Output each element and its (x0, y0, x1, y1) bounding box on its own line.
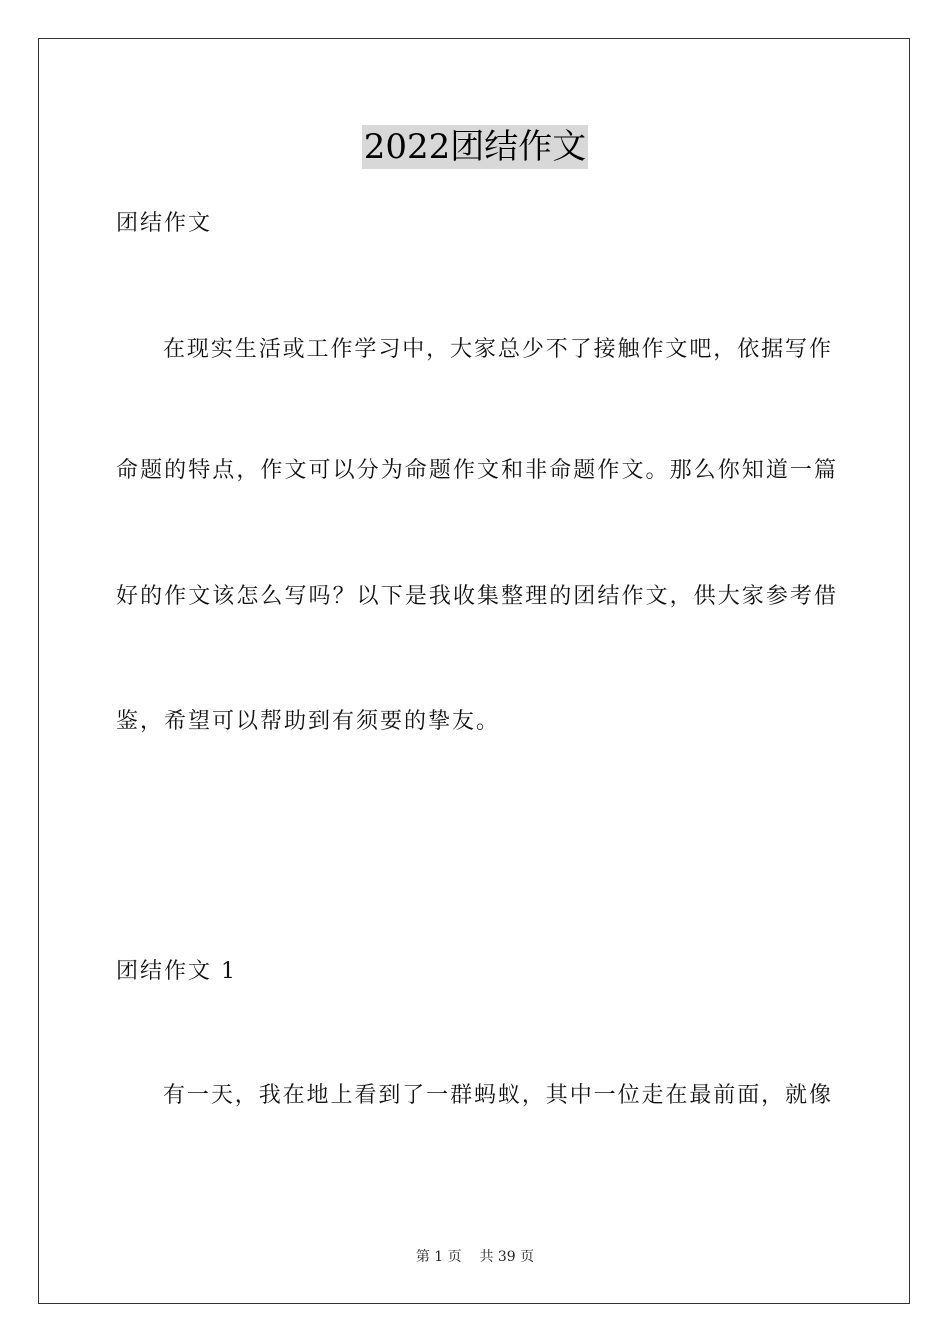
title-wrap (0, 125, 950, 169)
paragraph-line: 好的作文该怎么写吗？以下是我收集整理的团结作文，供大家参考借 (116, 584, 836, 609)
section-heading-essay-1: 团结作文 1 (116, 959, 237, 984)
section-heading-intro: 团结作文 (116, 211, 213, 236)
paragraph-line: 鉴，希望可以帮助到有须要的挚友。 (116, 709, 501, 734)
paragraph-line: 命题的特点，作文可以分为命题作文和非命题作文。那么你知道一篇 (116, 458, 836, 483)
document-title: 2022团结作文 (363, 127, 587, 167)
page-footer (0, 1248, 950, 1266)
page-number: 第 1 页 (415, 1249, 462, 1265)
paragraph-line: 在现实生活或工作学习中，大家总少不了接触作文吧，依据写作 (163, 337, 831, 362)
page-total: 共 39 页 (479, 1249, 535, 1265)
paragraph-line: 有一天，我在地上看到了一群蚂蚁，其中一位走在最前面，就像 (163, 1083, 831, 1108)
